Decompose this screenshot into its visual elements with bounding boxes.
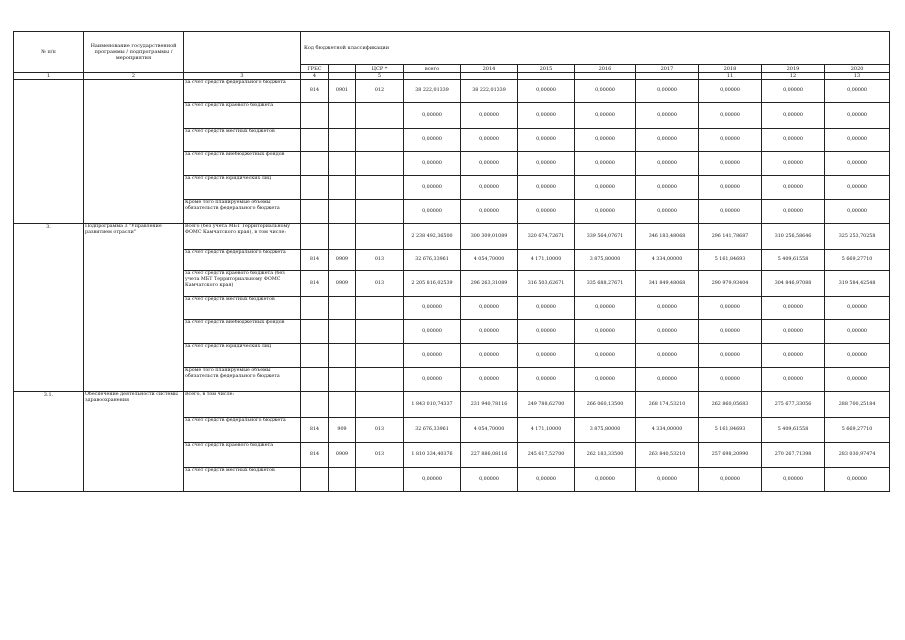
value-year: 0,00000	[699, 200, 762, 224]
value-year: 0,00000	[825, 80, 890, 103]
value-year: 0,00000	[461, 368, 518, 392]
row-number	[14, 80, 84, 224]
value-year: 262 183,33500	[575, 443, 636, 468]
value-year: 296 263,31089	[461, 271, 518, 297]
header-name: Наименование государственной программы / подпрограммы / мероприятия	[84, 32, 184, 73]
csr-code: 013	[356, 418, 404, 443]
value-year: 0,00000	[825, 200, 890, 224]
funding-source: за счет средств местных бюджетов	[184, 468, 301, 492]
header-year-2016: 2016	[575, 65, 636, 73]
header-year-2018: 2018	[699, 65, 762, 73]
grbs-code	[301, 103, 329, 129]
value-year: 341 849,48068	[636, 271, 699, 297]
colnum-3: 3	[184, 73, 301, 80]
header-year-2014: 2014	[461, 65, 518, 73]
value-year: 0,00000	[699, 320, 762, 344]
value-year: 0,00000	[762, 468, 825, 492]
value-year: 0,00000	[575, 344, 636, 368]
funding-source: за счет средств федерального бюджета	[184, 250, 301, 271]
value-year: 0,00000	[699, 297, 762, 320]
value-total: 0,00000	[404, 368, 461, 392]
value-year: 0,00000	[762, 297, 825, 320]
value-year: 3 875,80000	[575, 250, 636, 271]
value-year: 0,00000	[762, 129, 825, 152]
program-name	[84, 80, 184, 224]
program-name: Подпрограмма 3 "Управление развитием отрасли"	[84, 224, 184, 392]
value-year: 0,00000	[762, 344, 825, 368]
value-year: 0,00000	[575, 129, 636, 152]
grbs-code	[301, 152, 329, 176]
value-year: 0,00000	[461, 468, 518, 492]
section-code: 0909	[329, 443, 356, 468]
value-year: 0,00000	[518, 129, 575, 152]
value-year: 245 617,52700	[518, 443, 575, 468]
value-year: 325 253,70258	[825, 224, 890, 250]
header-year-2020: 2020	[825, 65, 890, 73]
csr-code	[356, 468, 404, 492]
grbs-code	[301, 468, 329, 492]
funding-source: Кроме того планируемые объемы обязательств федерального бюджета	[184, 200, 301, 224]
value-year: 0,00000	[825, 297, 890, 320]
grbs-code: 814	[301, 418, 329, 443]
value-year: 290 979,93404	[699, 271, 762, 297]
program-name: Обеспечение деятельности системы здравоохранения	[84, 392, 184, 492]
colnum-2015	[518, 73, 575, 80]
value-year: 0,00000	[762, 320, 825, 344]
section-code	[329, 224, 356, 250]
budget-table-sheet	[13, 31, 889, 492]
value-year: 4 334,00000	[636, 418, 699, 443]
csr-code	[356, 344, 404, 368]
row-number: 3.	[14, 224, 84, 392]
value-year: 0,00000	[825, 129, 890, 152]
value-total: 0,00000	[404, 103, 461, 129]
colnum-total	[404, 73, 461, 80]
value-year: 0,00000	[518, 468, 575, 492]
value-year: 0,00000	[762, 176, 825, 200]
header-no: № п/п	[14, 32, 84, 73]
value-year: 0,00000	[461, 129, 518, 152]
colnum-2014	[461, 73, 518, 80]
colnum-2017	[636, 73, 699, 80]
value-total: 0,00000	[404, 320, 461, 344]
funding-source: Кроме того планируемые объемы обязательств федерального бюджета	[184, 368, 301, 392]
value-year: 0,00000	[518, 200, 575, 224]
section-code	[329, 129, 356, 152]
value-year: 0,00000	[636, 344, 699, 368]
grbs-code	[301, 224, 329, 250]
value-year: 4 334,00000	[636, 250, 699, 271]
value-year: 0,00000	[575, 200, 636, 224]
funding-source: за счет средств краевого бюджета	[184, 103, 301, 129]
csr-code	[356, 152, 404, 176]
section-code	[329, 103, 356, 129]
value-year: 4 054,70000	[461, 250, 518, 271]
value-year: 0,00000	[518, 320, 575, 344]
grbs-code	[301, 129, 329, 152]
header-code-title: Код бюджетной классификации	[301, 32, 890, 65]
section-code: 909	[329, 418, 356, 443]
csr-code	[356, 176, 404, 200]
value-year: 0,00000	[825, 344, 890, 368]
value-total: 0,00000	[404, 200, 461, 224]
section-code	[329, 152, 356, 176]
value-year: 5 161,84693	[699, 250, 762, 271]
colnum-2: 2	[84, 73, 184, 80]
value-total: 0,00000	[404, 344, 461, 368]
value-year: 0,00000	[461, 344, 518, 368]
value-year: 257 698,20990	[699, 443, 762, 468]
value-year: 0,00000	[636, 129, 699, 152]
value-year: 0,00000	[699, 368, 762, 392]
value-year: 346 183,48068	[636, 224, 699, 250]
header-rz	[329, 65, 356, 73]
csr-code: 012	[356, 80, 404, 103]
value-year: 0,00000	[461, 200, 518, 224]
value-total: 0,00000	[404, 297, 461, 320]
colnum-13: 13	[825, 73, 890, 80]
value-year: 5 409,61558	[762, 418, 825, 443]
value-year: 0,00000	[699, 129, 762, 152]
value-year: 310 256,58646	[762, 224, 825, 250]
value-year: 262 860,05683	[699, 392, 762, 418]
funding-source: за счет средств федерального бюджета	[184, 418, 301, 443]
grbs-code	[301, 200, 329, 224]
value-year: 288 700,25184	[825, 392, 890, 418]
value-year: 263 840,53210	[636, 443, 699, 468]
header-row-colnums	[14, 73, 890, 80]
value-year: 0,00000	[636, 176, 699, 200]
value-total: 1 843 010,74337	[404, 392, 461, 418]
value-year: 0,00000	[699, 103, 762, 129]
value-year: 0,00000	[518, 297, 575, 320]
funding-source: за счет средств местных бюджетов	[184, 129, 301, 152]
value-total: 2 238 492,36500	[404, 224, 461, 250]
funding-source: Всего, в том числе:	[184, 392, 301, 418]
funding-source: за счет средств юридических лиц	[184, 344, 301, 368]
grbs-code	[301, 320, 329, 344]
grbs-code	[301, 392, 329, 418]
funding-source: за счет средств местных бюджетов	[184, 297, 301, 320]
value-year: 0,00000	[575, 368, 636, 392]
value-year: 0,00000	[699, 176, 762, 200]
value-year: 0,00000	[762, 368, 825, 392]
value-year: 0,00000	[825, 320, 890, 344]
grbs-code: 814	[301, 443, 329, 468]
value-year: 227 886,08116	[461, 443, 518, 468]
section-code	[329, 176, 356, 200]
value-year: 0,00000	[461, 320, 518, 344]
value-year: 0,00000	[825, 103, 890, 129]
section-code	[329, 344, 356, 368]
value-year: 0,00000	[825, 468, 890, 492]
funding-source: за счет средств юридических лиц	[184, 176, 301, 200]
value-year: 0,00000	[699, 80, 762, 103]
header-empty	[184, 32, 301, 73]
value-year: 339 564,07671	[575, 224, 636, 250]
funding-source: за счет средств внебюджетных фондов	[184, 152, 301, 176]
value-year: 304 846,97088	[762, 271, 825, 297]
value-year: 0,00000	[762, 103, 825, 129]
grbs-code	[301, 176, 329, 200]
colnum-1: 1	[14, 73, 84, 80]
value-year: 0,00000	[518, 176, 575, 200]
table-row	[14, 392, 890, 418]
value-year: 4 171,10000	[518, 250, 575, 271]
value-year: 283 030,97474	[825, 443, 890, 468]
grbs-code	[301, 344, 329, 368]
budget-table	[13, 31, 890, 492]
value-year: 0,00000	[461, 103, 518, 129]
value-year: 0,00000	[461, 152, 518, 176]
table-row	[14, 224, 890, 250]
header-year-2019: 2019	[762, 65, 825, 73]
value-year: 3 875,80000	[575, 418, 636, 443]
funding-source: за счет средств федерального бюджета	[184, 80, 301, 103]
value-year: 0,00000	[636, 80, 699, 103]
value-year: 0,00000	[575, 468, 636, 492]
row-number: 3.1.	[14, 392, 84, 492]
value-year: 0,00000	[636, 468, 699, 492]
header-year-2017: 2017	[636, 65, 699, 73]
value-year: 0,00000	[575, 103, 636, 129]
value-year: 0,00000	[825, 152, 890, 176]
table-body	[14, 80, 890, 492]
section-code: 0901	[329, 80, 356, 103]
csr-code	[356, 129, 404, 152]
value-year: 0,00000	[575, 297, 636, 320]
value-year: 4 171,10000	[518, 418, 575, 443]
value-year: 231 940,78116	[461, 392, 518, 418]
header-year-2015: 2015	[518, 65, 575, 73]
value-year: 275 677,33056	[762, 392, 825, 418]
grbs-code	[301, 368, 329, 392]
funding-source: Всего (без учета МБТ Территориальному ФОМС Камчатского края), в том числе:	[184, 224, 301, 250]
value-year: 0,00000	[825, 176, 890, 200]
value-year: 0,00000	[575, 320, 636, 344]
value-year: 0,00000	[762, 152, 825, 176]
value-year: 0,00000	[762, 200, 825, 224]
colnum-11: 11	[699, 73, 762, 80]
csr-code	[356, 297, 404, 320]
value-year: 5 669,27710	[825, 250, 890, 271]
csr-code	[356, 368, 404, 392]
value-year: 0,00000	[518, 80, 575, 103]
grbs-code	[301, 297, 329, 320]
value-total: 1 810 334,40376	[404, 443, 461, 468]
csr-code	[356, 320, 404, 344]
value-year: 0,00000	[636, 368, 699, 392]
value-year: 296 141,78687	[699, 224, 762, 250]
section-code	[329, 392, 356, 418]
colnum-rz	[329, 73, 356, 80]
section-code	[329, 320, 356, 344]
colnum-12: 12	[762, 73, 825, 80]
value-year: 335 688,27671	[575, 271, 636, 297]
grbs-code: 814	[301, 271, 329, 297]
funding-source: за счет средств краевого бюджета (без учета МБТ Территориальному ФОМС Камчатского края)	[184, 271, 301, 297]
value-total: 32 676,33961	[404, 250, 461, 271]
value-total: 38 222,01339	[404, 80, 461, 103]
value-year: 0,00000	[518, 103, 575, 129]
csr-code	[356, 103, 404, 129]
colnum-4: 4	[301, 73, 329, 80]
value-year: 4 054,70000	[461, 418, 518, 443]
value-year: 0,00000	[636, 297, 699, 320]
header-grbs: ГРБС	[301, 65, 329, 73]
section-code	[329, 468, 356, 492]
value-year: 319 584,42548	[825, 271, 890, 297]
value-year: 0,00000	[825, 368, 890, 392]
value-year: 0,00000	[762, 80, 825, 103]
grbs-code: 814	[301, 80, 329, 103]
value-year: 0,00000	[699, 468, 762, 492]
section-code: 0909	[329, 271, 356, 297]
csr-code	[356, 200, 404, 224]
value-year: 38 222,01339	[461, 80, 518, 103]
table-row	[14, 80, 890, 103]
value-year: 0,00000	[636, 103, 699, 129]
value-year: 5 669,27710	[825, 418, 890, 443]
value-year: 0,00000	[699, 344, 762, 368]
value-year: 5 161,84693	[699, 418, 762, 443]
value-year: 0,00000	[636, 152, 699, 176]
value-year: 316 503,62671	[518, 271, 575, 297]
funding-source: за счет средств краевого бюджета	[184, 443, 301, 468]
value-year: 320 674,72671	[518, 224, 575, 250]
csr-code: 013	[356, 250, 404, 271]
value-year: 270 267,71398	[762, 443, 825, 468]
value-year: 268 174,53210	[636, 392, 699, 418]
value-year: 300 309,01089	[461, 224, 518, 250]
section-code	[329, 200, 356, 224]
grbs-code: 814	[301, 250, 329, 271]
value-year: 0,00000	[518, 368, 575, 392]
csr-code: 013	[356, 443, 404, 468]
value-year: 5 409,61558	[762, 250, 825, 271]
colnum-2016	[575, 73, 636, 80]
value-year: 0,00000	[699, 152, 762, 176]
value-year: 0,00000	[575, 152, 636, 176]
header-row-top	[14, 32, 890, 65]
value-year: 266 060,13500	[575, 392, 636, 418]
value-year: 0,00000	[518, 344, 575, 368]
header-total: всего	[404, 65, 461, 73]
funding-source: за счет средств внебюджетных фондов	[184, 320, 301, 344]
section-code	[329, 297, 356, 320]
value-total: 0,00000	[404, 176, 461, 200]
value-year: 0,00000	[518, 152, 575, 176]
section-code	[329, 368, 356, 392]
value-year: 0,00000	[636, 200, 699, 224]
csr-code	[356, 224, 404, 250]
value-year: 0,00000	[575, 176, 636, 200]
colnum-5: 5	[356, 73, 404, 80]
header-csr: ЦСР *	[356, 65, 404, 73]
value-total: 0,00000	[404, 468, 461, 492]
csr-code: 013	[356, 271, 404, 297]
value-total: 0,00000	[404, 129, 461, 152]
value-year: 249 788,62700	[518, 392, 575, 418]
value-total: 2 205 816,02539	[404, 271, 461, 297]
csr-code	[356, 392, 404, 418]
value-year: 0,00000	[636, 320, 699, 344]
value-year: 0,00000	[575, 80, 636, 103]
value-total: 0,00000	[404, 152, 461, 176]
value-year: 0,00000	[461, 297, 518, 320]
value-total: 32 676,33961	[404, 418, 461, 443]
section-code: 0909	[329, 250, 356, 271]
value-year: 0,00000	[461, 176, 518, 200]
